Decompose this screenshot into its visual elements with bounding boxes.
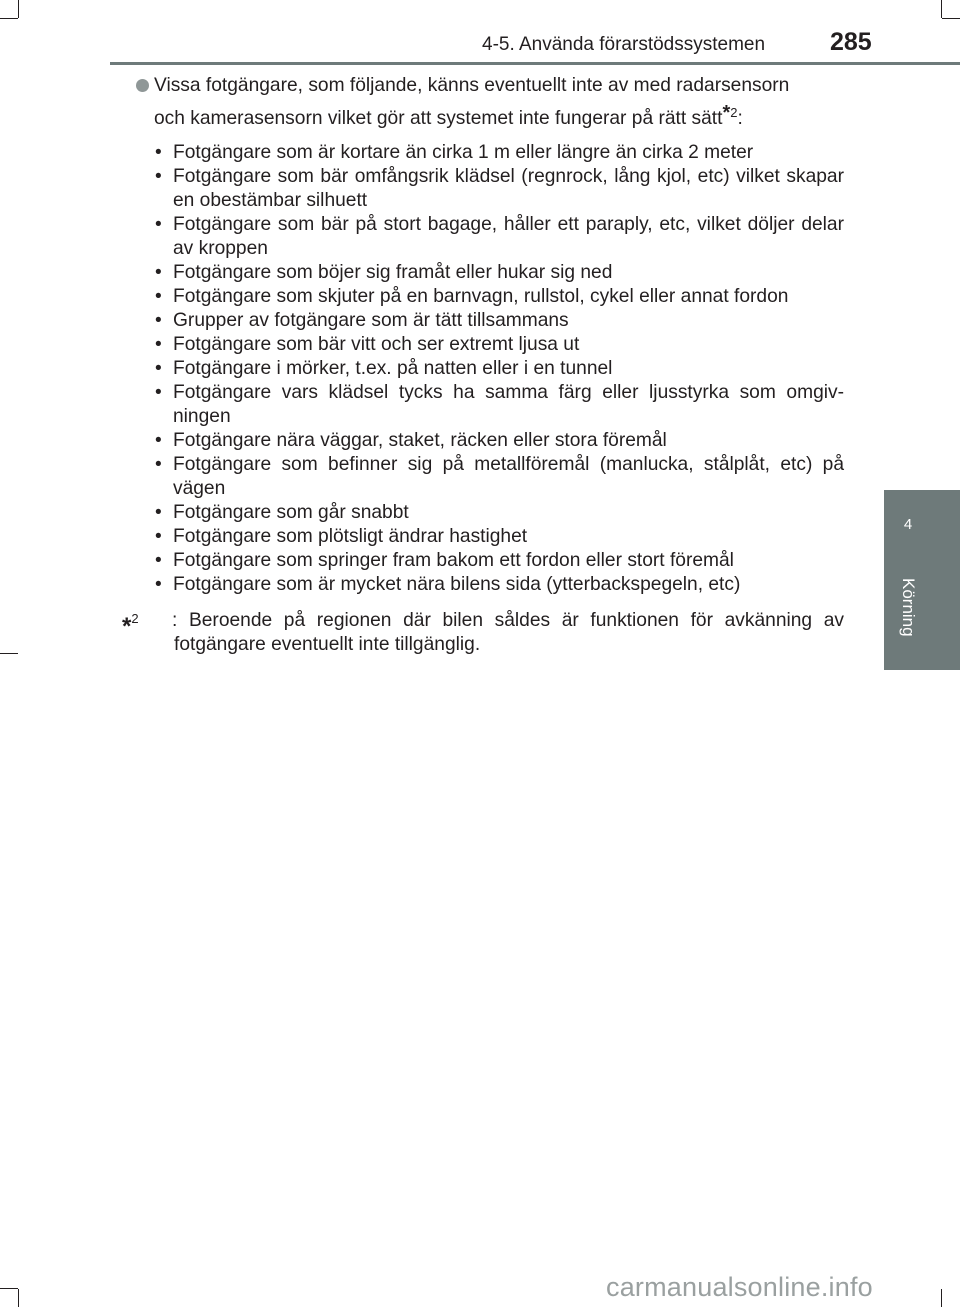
list-item: • Fotgängare vars klädsel tycks ha samma färg eller ljusstyrka som omgiv-ningen	[154, 381, 844, 429]
list-item: • Fotgängare som befinner sig på metallföremål (manlucka, stålplåt, etc) på vägen	[154, 453, 844, 501]
lead-colon: :	[737, 108, 743, 129]
list-item: • Fotgängare i mörker, t.ex. på natten eller i en tunnel	[154, 357, 844, 381]
list-item: • Fotgängare som bär på stort bagage, håller ett paraply, etc, vilket döljer delar av kroppen	[154, 213, 844, 261]
crop-mark	[0, 18, 18, 19]
list-item: • Fotgängare som är kortare än cirka 1 m eller längre än cirka 2 meter	[154, 141, 844, 165]
list-item: • Grupper av fotgängare som är tätt tillsammans	[154, 309, 844, 333]
lead-line	[154, 74, 844, 98]
lead-line	[154, 101, 844, 131]
pedestrian-list	[132, 141, 844, 597]
list-item: • Fotgängare som skjuter på en barnvagn, rullstol, cykel eller annat fordon	[154, 285, 844, 309]
footnote-marker: *$^2$	[122, 611, 139, 640]
header-rule	[110, 62, 960, 65]
crop-mark	[18, 1289, 19, 1307]
footnote	[122, 609, 844, 657]
footnote-reference: *2	[722, 102, 738, 124]
list-item: • Fotgängare som går snabbt	[154, 501, 844, 525]
chapter-tab-label: Körning	[899, 578, 918, 637]
list-item: • Fotgängare som plötsligt ändrar hastighet	[154, 525, 844, 549]
list-item: • Fotgängare som böjer sig framåt eller hukar sig ned	[154, 261, 844, 285]
chapter-tab-number: 4	[903, 516, 913, 533]
crop-mark	[941, 1289, 942, 1307]
crop-mark	[0, 653, 18, 654]
footnote-number: 2	[131, 611, 139, 626]
lead-text-2: och kamerasensorn vilket gör att systemet inte fungerar på rätt sätt	[154, 108, 723, 129]
watermark: carmanualsonline.info	[606, 1272, 873, 1302]
list-item: • Fotgängare som är mycket nära bilens sida (ytterbackspegeln, etc)	[154, 573, 844, 597]
lead-paragraph	[132, 74, 844, 131]
crop-mark	[941, 0, 942, 18]
footnote-reference-number: 2	[730, 105, 738, 120]
crop-mark	[0, 1288, 18, 1289]
crop-mark	[942, 18, 960, 19]
list-item: • Fotgängare som bär omfångsrik klädsel (regnrock, lång kjol, etc) vilket skapar en obestämbar silhuett	[154, 165, 844, 213]
page-number: 285	[830, 28, 872, 56]
round-bullet-icon	[136, 79, 149, 92]
footnote-text: : Beroende på regionen där bilen såldes är funktionen för avkänning av fotgängare eventuellt inte tillgänglig.	[172, 610, 844, 655]
list-item: • Fotgängare som bär vitt och ser extremt ljusa ut	[154, 333, 844, 357]
list-item: • Fotgängare nära väggar, staket, räcken eller stora föremål	[154, 429, 844, 453]
crop-mark	[18, 0, 19, 18]
lead-text-1: Vissa fotgängare, som följande, känns eventuellt inte av med radarsensorn	[154, 75, 790, 96]
section-title: 4-5. Använda förarstödssystemen	[482, 34, 766, 55]
list-item: • Fotgängare som springer fram bakom ett fordon eller stort föremål	[154, 549, 844, 573]
main-content	[122, 74, 844, 657]
